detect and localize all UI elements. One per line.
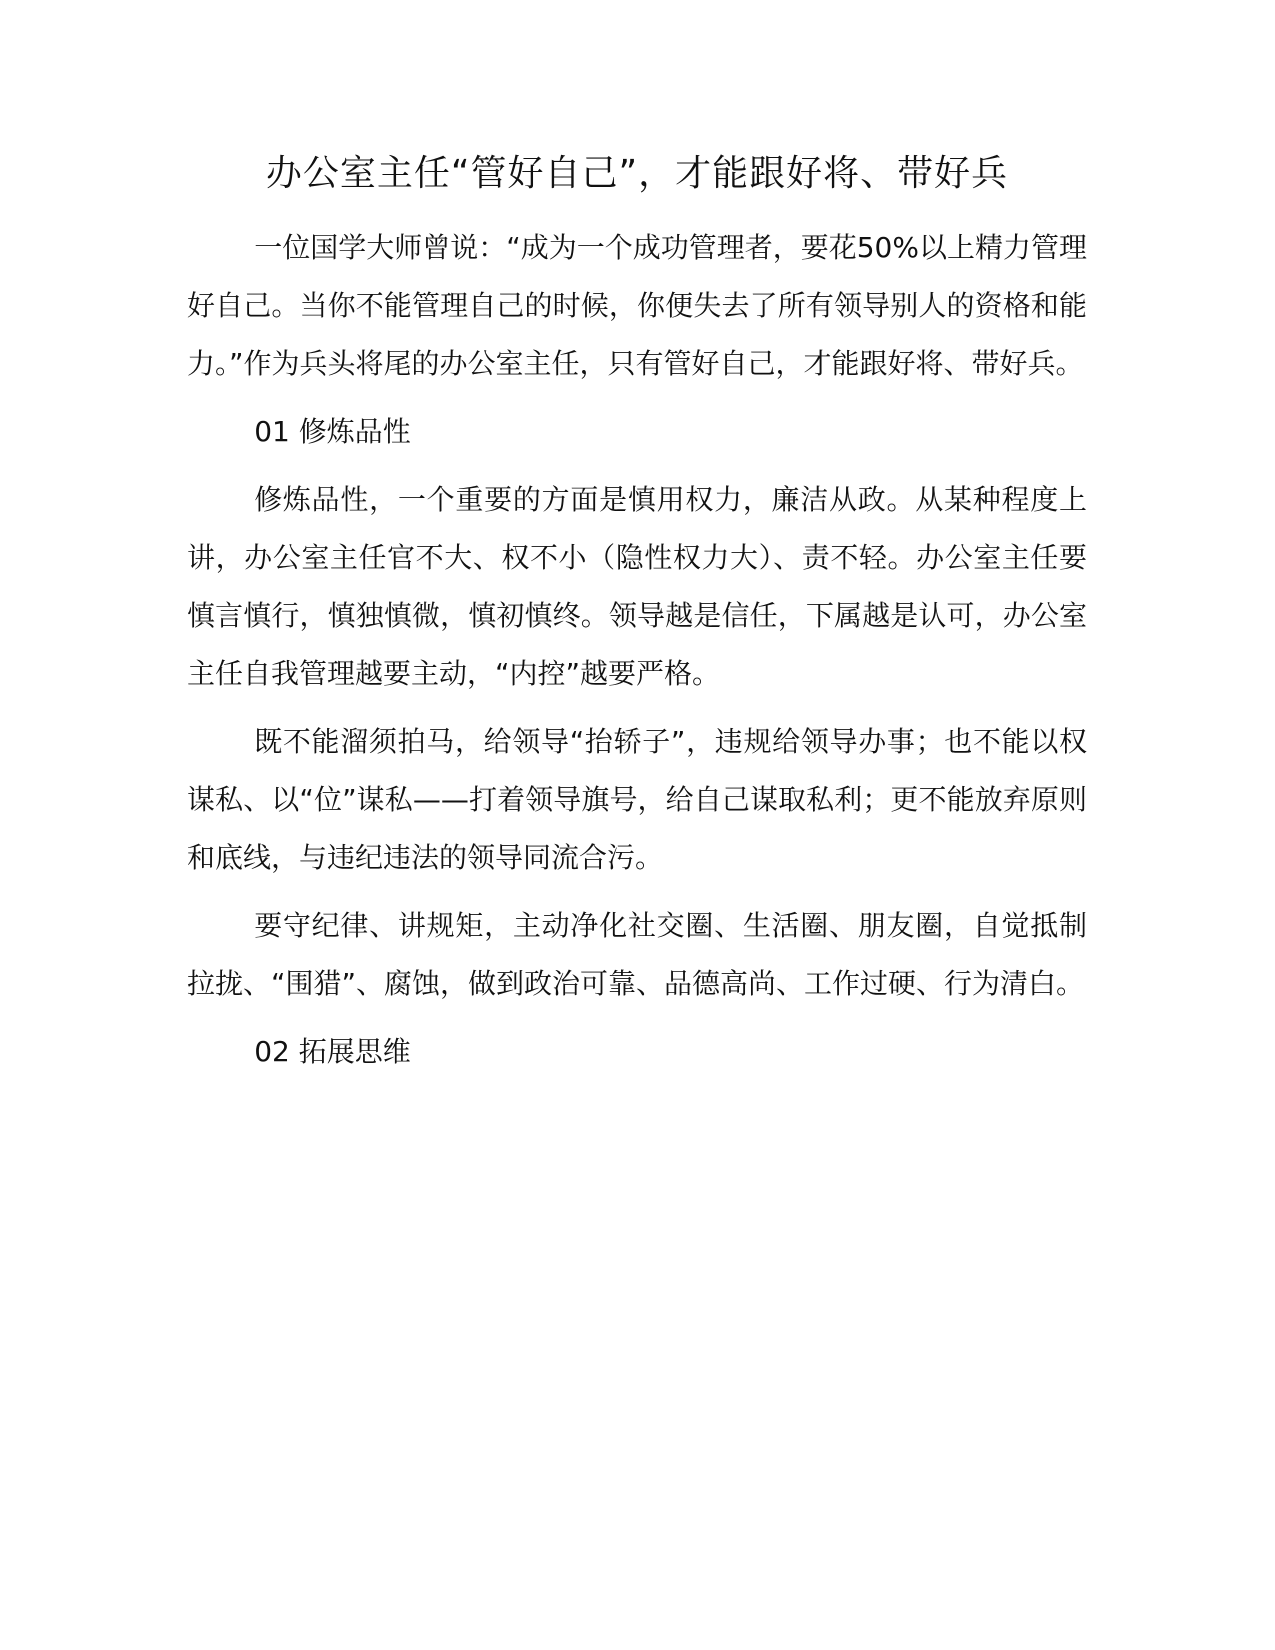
- body-paragraph: 既不能溜须拍马，给领导“抬轿子”，违规给领导办事；也不能以权谋私、以“位”谋私——打着领导旗号，给自己谋取私利；更不能放弃原则和底线，与违纪违法的领导同流合污。: [187, 725, 1087, 874]
- section-heading-01: 01 修炼品性: [254, 415, 411, 448]
- document-body: [187, 146, 1087, 1081]
- document-title: 办公室主任“管好自己”，才能跟好将、带好兵: [265, 153, 1009, 194]
- body-paragraph: 修炼品性，一个重要的方面是慎用权力，廉洁从政。从某种程度上讲，办公室主任官不大、权不小（隐性权力大）、责不轻。办公室主任要慎言慎行，慎独慎微，慎初慎终。领导越是信任，下属越是认可，办公室主任自我管理越要主动，“内控”越要严格。: [187, 483, 1087, 690]
- body-paragraph: 要守纪律、讲规矩，主动净化社交圈、生活圈、朋友圈，自觉抵制拉拢、“围猎”、腐蚀，做到政治可靠、品德高尚、工作过硬、行为清白。: [187, 909, 1087, 1000]
- section-heading-02: 02 拓展思维: [254, 1035, 411, 1068]
- intro-paragraph: 一位国学大师曾说：“成为一个成功管理者，要花50%以上精力管理好自己。当你不能管理自己的时候，你便失去了所有领导别人的资格和能力。”作为兵头将尾的办公室主任，只有管好自己，才能跟好将、带好兵。: [187, 231, 1087, 380]
